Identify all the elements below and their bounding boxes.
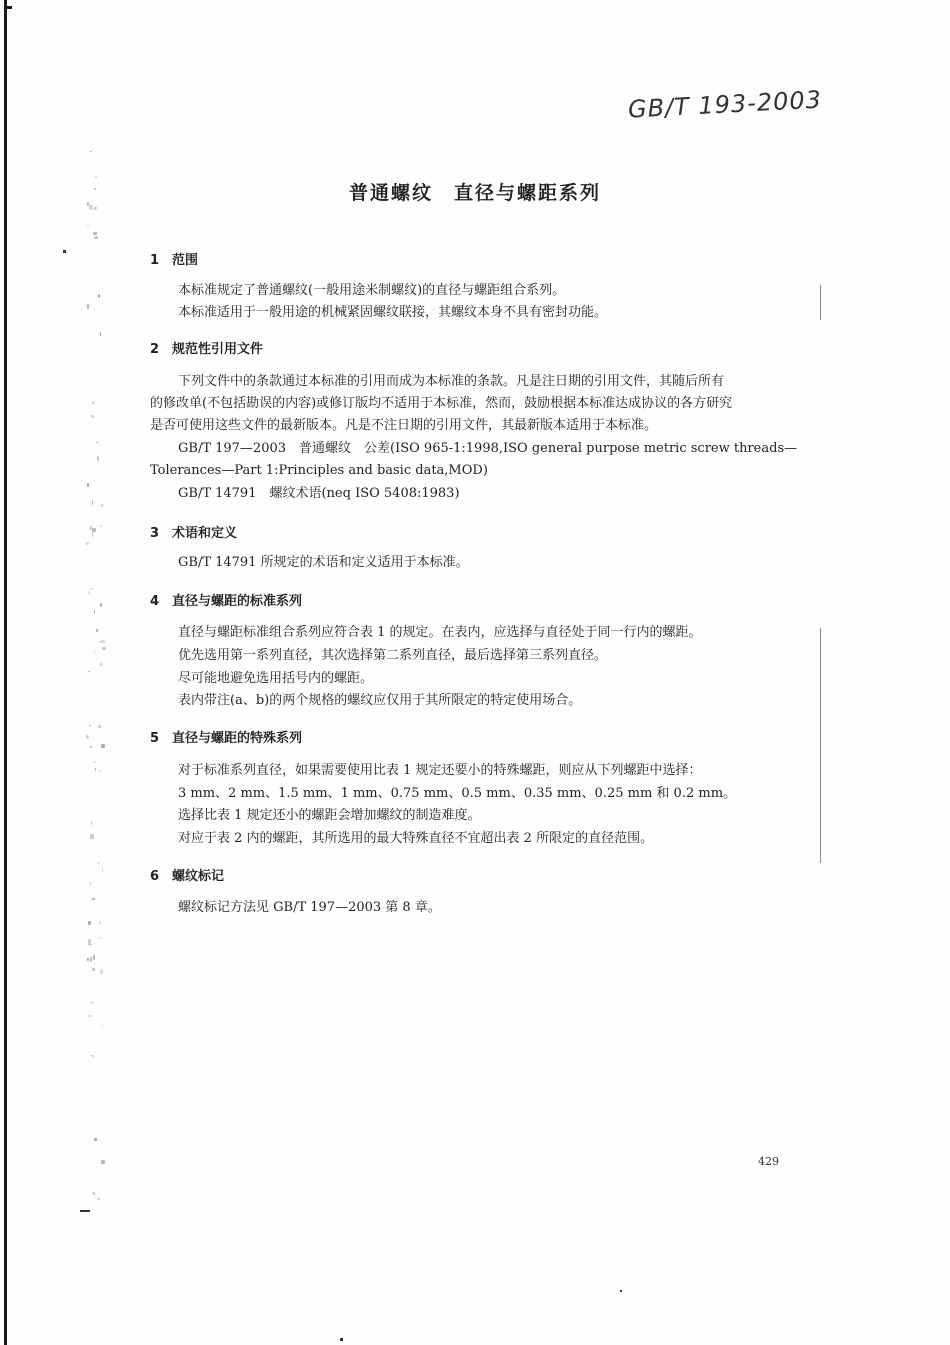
scan-noise-dot [90, 746, 92, 748]
paragraph: 本标准规定了普通螺纹(一般用途米制螺纹)的直径与螺距组合系列。 [178, 283, 566, 298]
scan-noise-dot [88, 939, 91, 944]
scan-noise-dot [92, 500, 93, 505]
scan-noise-dot [86, 542, 89, 545]
section-heading-4 [150, 590, 302, 609]
paragraph: 螺纹标记方法见 GB/T 197—2003 第 8 章。 [178, 900, 441, 915]
scan-noise-dot [100, 603, 102, 607]
scan-noise-dot [95, 207, 97, 209]
scan-noise-dot [99, 921, 101, 924]
scan-noise-dot [100, 663, 102, 666]
document-title: 普通螺纹 直径与螺距系列 [348, 182, 601, 204]
scan-noise-dot [94, 761, 95, 763]
paragraph: 对于标准系列直径，如果需要使用比表 1 规定还要小的特殊螺距，则应从下列螺距中选择： [178, 763, 702, 778]
scan-noise-dot [93, 1192, 95, 1195]
section-number: 2 [150, 342, 160, 357]
paragraph: 对应于表 2 内的螺距，其所选用的最大特殊直径不宜超出表 2 所限定的直径范围。 [178, 831, 654, 846]
stray-mark [340, 1338, 343, 1341]
stray-mark [620, 1290, 622, 1292]
scan-noise-dot [94, 236, 98, 239]
scan-noise-dot [93, 232, 97, 235]
scan-noise-dot [87, 225, 89, 227]
scan-corner-mark [4, 6, 12, 9]
scan-noise-dot [94, 1138, 97, 1141]
section-heading-5 [150, 727, 302, 746]
scan-noise-dot [86, 735, 89, 739]
section-title: 螺纹标记 [172, 869, 225, 884]
section-heading-3 [150, 522, 237, 541]
paragraph: 直径与螺距标准组合系列应符合表 1 的规定。在表内，应选择与直径处于同一行内的螺距。 [178, 625, 702, 640]
scan-noise-dot [96, 442, 98, 443]
scan-noise-dot [101, 1160, 105, 1164]
section-title: 直径与螺距的标准系列 [172, 594, 303, 609]
scan-noise-dot [87, 304, 89, 309]
section-heading-6 [150, 865, 224, 884]
scan-noise-dot [101, 744, 105, 748]
paragraph: GB/T 14791 所规定的术语和定义适用于本标准。 [178, 555, 469, 570]
stray-mark [80, 1210, 90, 1212]
scan-noise-dot [93, 955, 95, 960]
scan-noise-dot [92, 401, 94, 405]
scan-noise-dot [88, 1015, 92, 1017]
scan-noise-dot [88, 921, 91, 925]
scan-noise-dot [92, 968, 95, 971]
scan-noise-dot [91, 821, 92, 825]
paragraph: 优先选用第一系列直径，其次选择第二系列直径，最后选择第三系列直径。 [178, 648, 608, 663]
scan-noise-dot [88, 944, 92, 945]
paragraph: 尽可能地避免选用括号内的螺距。 [178, 671, 374, 686]
scan-noise-dot [97, 1198, 100, 1200]
scan-noise-dot [95, 870, 97, 871]
scan-noise-column [86, 150, 106, 1250]
section-heading-2 [150, 338, 263, 357]
section-title: 范围 [172, 253, 199, 268]
scan-noise-dot [101, 640, 105, 643]
scan-noise-dot [100, 332, 101, 336]
scan-noise-dot [102, 647, 106, 650]
section-number: 3 [150, 526, 160, 541]
scan-noise-dot [95, 768, 96, 771]
section-heading-1 [150, 249, 198, 268]
scan-noise-dot [87, 958, 89, 961]
scan-noise-dot [100, 770, 101, 772]
section-title: 规范性引用文件 [172, 342, 264, 357]
paragraph: 是否可使用这些文件的最新版本。凡是不注日期的引用文件，其最新版本适用于本标准。 [150, 418, 658, 433]
scan-noise-dot [96, 629, 98, 632]
scan-noise-dot [89, 151, 92, 152]
scan-noise-dot [87, 483, 89, 487]
scan-noise-dot [92, 532, 93, 537]
scan-noise-dot [94, 650, 95, 653]
section-number: 1 [150, 253, 160, 268]
scan-noise-dot [100, 525, 102, 527]
section-number: 6 [150, 869, 160, 884]
scan-noise-dot [101, 1025, 103, 1026]
scan-noise-dot [98, 294, 100, 298]
scan-noise-dot [98, 862, 99, 864]
section-number: 5 [150, 731, 160, 746]
scan-noise-dot [90, 834, 94, 839]
scan-noise-dot [88, 591, 90, 594]
scan-noise-dot [97, 456, 99, 461]
paragraph: 3 mm、2 mm、1.5 mm、1 mm、0.75 mm、0.5 mm、0.35 mm、0.25 mm 和 0.2 mm。 [178, 786, 737, 801]
scan-noise-dot [89, 205, 93, 210]
scan-noise-dot [92, 898, 95, 900]
section-title: 术语和定义 [172, 526, 238, 541]
stray-mark [63, 250, 66, 253]
reference-entry: GB/T 197—2003 普通螺纹 公差(ISO 965-1:1998,ISO general purpose metric screw threads— [178, 441, 798, 456]
scan-noise-dot [94, 609, 95, 614]
scan-noise-dot [90, 957, 92, 962]
scan-noise-dot [91, 415, 94, 418]
scan-noise-dot [101, 504, 103, 507]
paragraph: 本标准适用于一般用途的机械紧固螺纹联接，其螺纹本身不具有密封功能。 [178, 305, 608, 320]
scan-noise-dot [91, 1002, 94, 1003]
reference-entry: GB/T 14791 螺纹术语(neq ISO 5408:1983) [178, 486, 460, 501]
section-title: 直径与螺距的特殊系列 [172, 731, 303, 746]
scan-noise-dot [88, 671, 90, 672]
paragraph: 下列文件中的条款通过本标准的引用而成为本标准的条款。凡是注日期的引用文件，其随后所有 [178, 374, 725, 389]
reference-entry-continued: Tolerances—Part 1:Principles and basic data,MOD) [150, 463, 488, 478]
scan-right-line [820, 628, 821, 863]
scan-noise-dot [92, 1055, 94, 1057]
paragraph: 的修改单(不包括勘误的内容)或修订版均不适用于本标准，然而，鼓励根据本标准达成协议的各方研究 [150, 396, 733, 411]
page-number: 429 [758, 1155, 779, 1168]
scan-noise-dot [92, 528, 96, 532]
scan-right-line [820, 285, 821, 320]
scan-noise-dot [100, 969, 103, 974]
scan-noise-dot [90, 882, 91, 885]
scan-noise-dot [90, 588, 93, 590]
scan-noise-dot [98, 725, 101, 728]
paragraph: 选择比表 1 规定还小的螺距会增加螺纹的制造难度。 [178, 808, 481, 823]
scan-noise-dot [102, 868, 103, 872]
paragraph: 表内带注(a、b)的两个规格的螺纹应仅用于其所限定的特定使用场合。 [178, 693, 582, 708]
scan-noise-dot [89, 725, 91, 726]
section-number: 4 [150, 594, 160, 609]
scan-noise-dot [100, 937, 101, 939]
handwritten-standard-code: GB/T 193-2003 [627, 85, 823, 124]
